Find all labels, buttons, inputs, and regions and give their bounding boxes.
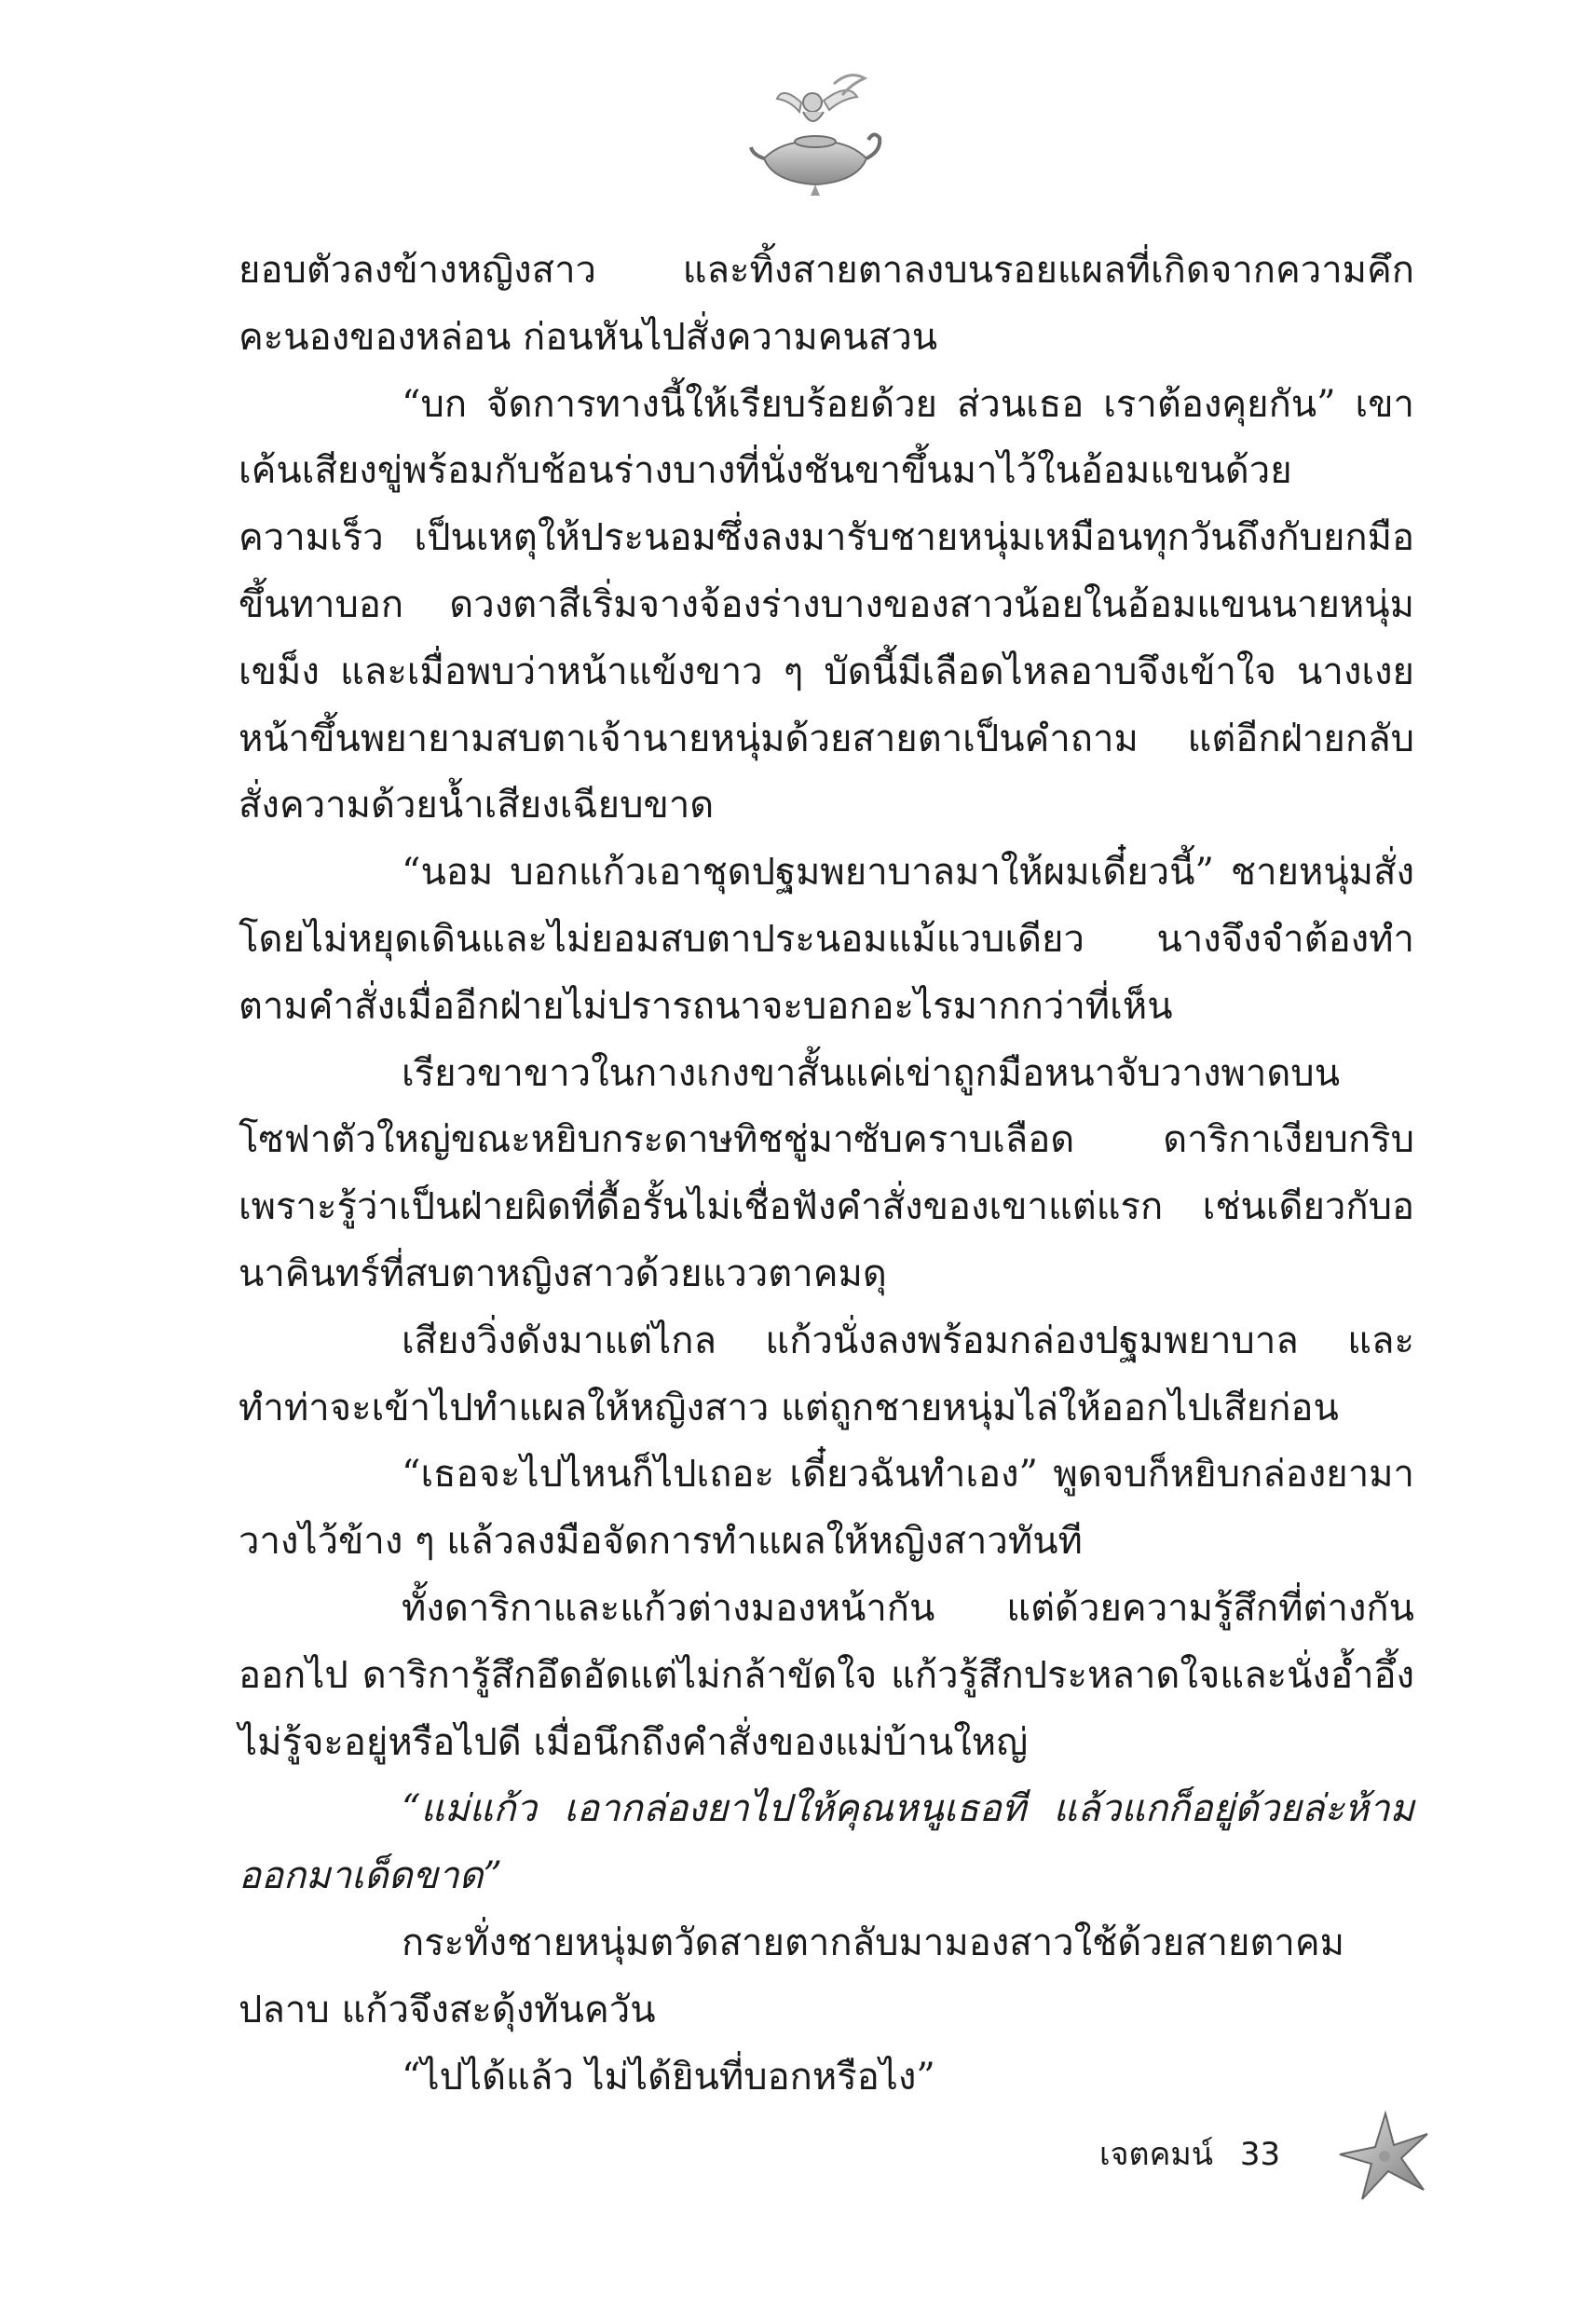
paragraph: ยอบตัวลงข้างหญิงสาว และทิ้งสายตาลงบนรอยแผลที่เกิดจากความคึกคะนองของหล่อน ก่อนหันไปสั่งความคนสวน bbox=[239, 249, 1414, 359]
paragraph: “บก จัดการทางนี้ให้เรียบร้อยด้วย ส่วนเธอ เราต้องคุยกัน” เขาเค้นเสียงขู่พร้อมกับช้อนร่างบางที่นั่งชันขาขึ้นมาไว้ในอ้อมแขนด้วยความเร็ว เป็นเหตุให้ประนอมซึ่งลงมารับชายหนุ่มเหมือนทุกวันถึงกับยกมือขึ้นทาบอก ดวงตาสีเริ่มจางจ้องร่างบางของสาวน้อยในอ้อมแขนนายหนุ่มเขม็ง และเมื่อพบว่าหน้าแข้งขาว ๆ บัดนี้มีเลือดไหลอาบจึงเข้าใจ นางเงยหน้าขึ้นพยายามสบตาเจ้านายหนุ่มด้วยสายตาเป็นคำถาม แต่อีกฝ่ายกลับสั่งความด้วยน้ำเสียงเฉียบขาด bbox=[239, 382, 1414, 827]
starfish-ornament-icon bbox=[1334, 2106, 1437, 2208]
paragraph: กระทั่งชายหนุ่มตวัดสายตากลับมามองสาวใช้ด้วยสายตาคมปลาบ แก้วจึงสะดุ้งทันควัน bbox=[239, 1921, 1345, 2031]
paragraph: “เธอจะไปไหนก็ไปเถอะ เดี๋ยวฉันทำเอง” พูดจบก็หยิบกล่องยามาวางไว้ข้าง ๆ แล้วลงมือจัดการทำแผลให้หญิงสาวทันที bbox=[239, 1453, 1414, 1564]
paragraph: ทั้งดาริกาและแก้วต่างมองหน้ากัน แต่ด้วยความรู้สึกที่ต่างกันออกไป ดาริการู้สึกอึดอัดแต่ไม่กล้าขัดใจ แก้วรู้สึกประหลาดใจและนั่งอ้ำอึ้งไม่รู้จะอยู่หรือไปดี เมื่อนึกถึงคำสั่งของแม่บ้านใหญ่ bbox=[239, 1586, 1414, 1764]
page-footer bbox=[1099, 2106, 1435, 2218]
body-text bbox=[239, 238, 1414, 2111]
page-number: 33 bbox=[1239, 2136, 1281, 2173]
paragraph: “นอม บอกแก้วเอาชุดปฐมพยาบาลมาให้ผมเดี๋ยวนี้” ชายหนุ่มสั่งโดยไม่หยุดเดินและไม่ยอมสบตาประนอมแม้แวบเดียว นางจึงจำต้องทำตามคำสั่งเมื่ออีกฝ่ายไม่ปรารถนาจะบอกอะไรมากกว่าที่เห็น bbox=[239, 851, 1414, 1028]
italic-paragraph: “แม่แก้ว เอากล่องยาไปให้คุณหนูเธอที แล้วแกก็อยู่ด้วยล่ะห้ามออกมาเด็ดขาด” bbox=[239, 1787, 1414, 1898]
paragraph: เรียวขาขาวในกางเกงขาสั้นแค่เข่าถูกมือหนาจับวางพาดบนโซฟาตัวใหญ่ขณะหยิบกระดาษทิชชู่มาซับคราบเลือด ดาริกาเงียบกริบ เพราะรู้ว่าเป็นฝ่ายผิดที่ดื้อรั้นไม่เชื่อฟังคำสั่งของเขาแต่แรก เช่นเดียวกับอนาคินทร์ที่สบตาหญิงสาวด้วยแววตาคมดุ bbox=[239, 1051, 1414, 1295]
footer-label bbox=[1099, 2128, 1280, 2179]
cherub-teapot-ornament-icon bbox=[745, 65, 885, 205]
paragraph: เสียงวิ่งดังมาแต่ไกล แก้วนั่งลงพร้อมกล่องปฐมพยาบาล และทำท่าจะเข้าไปทำแผลให้หญิงสาว แต่ถูกชายหนุ่มไล่ให้ออกไปเสียก่อน bbox=[239, 1319, 1414, 1429]
book-title: เจตคมน์ bbox=[1099, 2136, 1214, 2173]
paragraph: “ไปได้แล้ว ไม่ได้ยินที่บอกหรือไง” bbox=[402, 2055, 935, 2099]
